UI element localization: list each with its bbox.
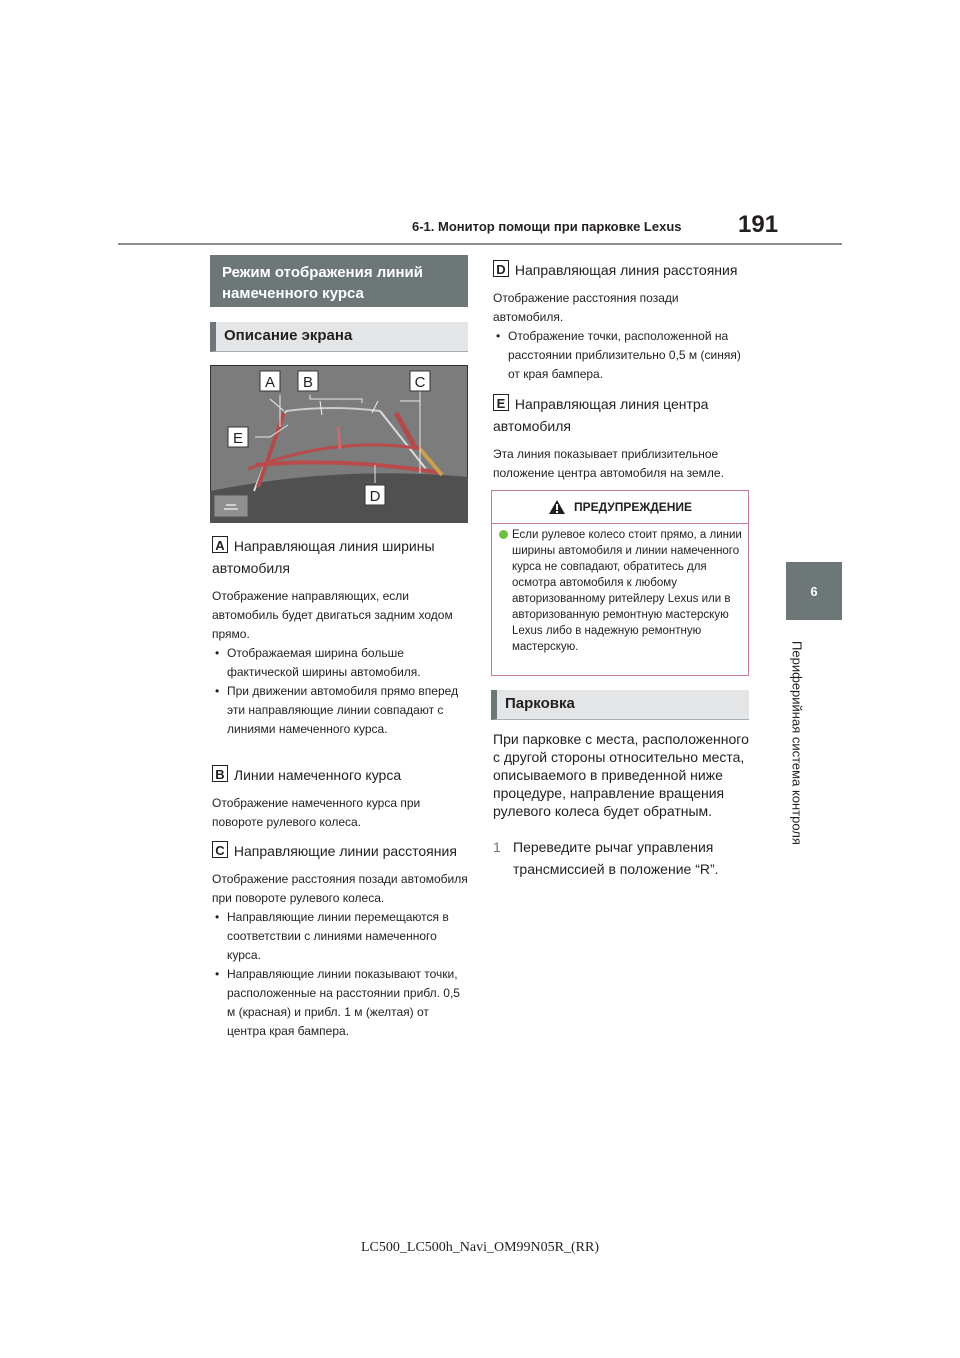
- badge-a: A: [212, 536, 228, 553]
- item-c: [212, 840, 468, 1041]
- badge-e: E: [493, 394, 509, 411]
- item-a-bullet-2: • При движении автомобиля прямо вперед эти направляющие линии совпадают с линиями намеченного курса.: [212, 682, 468, 739]
- header-divider: [118, 243, 842, 245]
- parking-paragraph: При парковке с места, расположенного с другой стороны относительно места, описываемого в приведенной ниже процедуре, направление вращения рулевого колеса будет обратным.: [493, 731, 749, 819]
- item-d-bullet-1: • Отображение точки, расположенной на расстоянии приблизительно 0,5 м (синяя) от края бампера.: [493, 327, 749, 384]
- item-b: [212, 764, 468, 832]
- figure-label-e: E: [232, 430, 244, 447]
- chapter-side-label: [752, 628, 842, 858]
- item-a-title: [212, 535, 468, 579]
- figure-label-b: B: [302, 374, 314, 391]
- item-d: [493, 259, 749, 384]
- item-b-text: Отображение намеченного курса при повороте рулевого колеса.: [212, 796, 421, 829]
- camera-screen-figure: [210, 365, 468, 523]
- section-title: Режим отображения линий намеченного курса: [210, 255, 468, 307]
- item-a-text: Отображение направляющих, если автомобиль будет двигаться задним ходом прямо.: [212, 589, 453, 641]
- item-c-title-text: Направляющие линии расстояния: [233, 843, 457, 859]
- item-e-title: [493, 393, 749, 437]
- section-header: 6-1. Монитор помощи при парковке Lexus: [412, 219, 682, 234]
- figure-label-c: C: [414, 374, 426, 391]
- item-a: [212, 535, 468, 739]
- chapter-tab: 6: [786, 562, 842, 620]
- figure-label-d: D: [369, 488, 381, 505]
- item-e-title-text: Направляющая линия центра автомобиля: [493, 396, 709, 434]
- item-b-title-text: Линии намеченного курса: [233, 767, 402, 783]
- page-number: 191: [738, 211, 779, 238]
- step-number: 1: [493, 839, 501, 855]
- step-1: [493, 836, 749, 880]
- badge-c: C: [212, 841, 228, 858]
- warning-header: [492, 491, 748, 524]
- item-c-title: [212, 840, 468, 862]
- chapter-side-label-text: Периферийная система контроля: [789, 641, 805, 845]
- subsection-parking: Парковка: [491, 690, 749, 720]
- warning-title: ПРЕДУПРЕЖДЕНИЕ: [573, 500, 693, 514]
- warning-bullet-dot: [499, 530, 508, 539]
- item-b-title: [212, 764, 468, 786]
- item-c-text: Отображение расстояния позади автомобиля при повороте рулевого колеса.: [212, 872, 468, 905]
- item-e: [493, 393, 749, 483]
- badge-d: D: [493, 260, 509, 277]
- subsection-screen-description: Описание экрана: [210, 322, 468, 352]
- warning-box: [491, 490, 749, 676]
- item-e-text: Эта линия показывает приблизительное положение центра автомобиля на земле.: [493, 447, 724, 480]
- figure-label-a: A: [264, 374, 276, 391]
- item-c-bullet-1: • Направляющие линии перемещаются в соответствии с линиями намеченного курса.: [212, 908, 468, 965]
- warning-triangle-icon: [548, 499, 566, 515]
- step-text: Переведите рычаг управления трансмиссией в положение “R”.: [513, 839, 719, 877]
- badge-b: B: [212, 765, 228, 782]
- item-c-bullet-2: • Направляющие линии показывают точки, расположенные на расстоянии прибл. 0,5 м (красная) и прибл. 1 м (желтая) от центра края бампера.: [212, 965, 468, 1041]
- item-a-title-text: Направляющая линия ширины автомобиля: [212, 538, 435, 576]
- item-d-text: Отображение расстояния позади автомобиля.: [493, 291, 679, 324]
- item-d-title: [493, 259, 749, 281]
- footer-document-code: LC500_LC500h_Navi_OM99N05R_(RR): [361, 1240, 599, 1255]
- item-a-bullet-1: • Отображаемая ширина больше фактической ширины автомобиля.: [212, 644, 468, 682]
- item-d-title-text: Направляющая линия расстояния: [514, 262, 738, 278]
- warning-text: Если рулевое колесо стоит прямо, а линии ширины автомобиля и линии намеченного курса не совпадают, обратитесь для осмотра автомобиля к любому авторизованному ритейлеру Lexus или в авторизованную ремонтную мастерскую Lexus либо в надежную ремонтную мастерскую.: [512, 529, 742, 653]
